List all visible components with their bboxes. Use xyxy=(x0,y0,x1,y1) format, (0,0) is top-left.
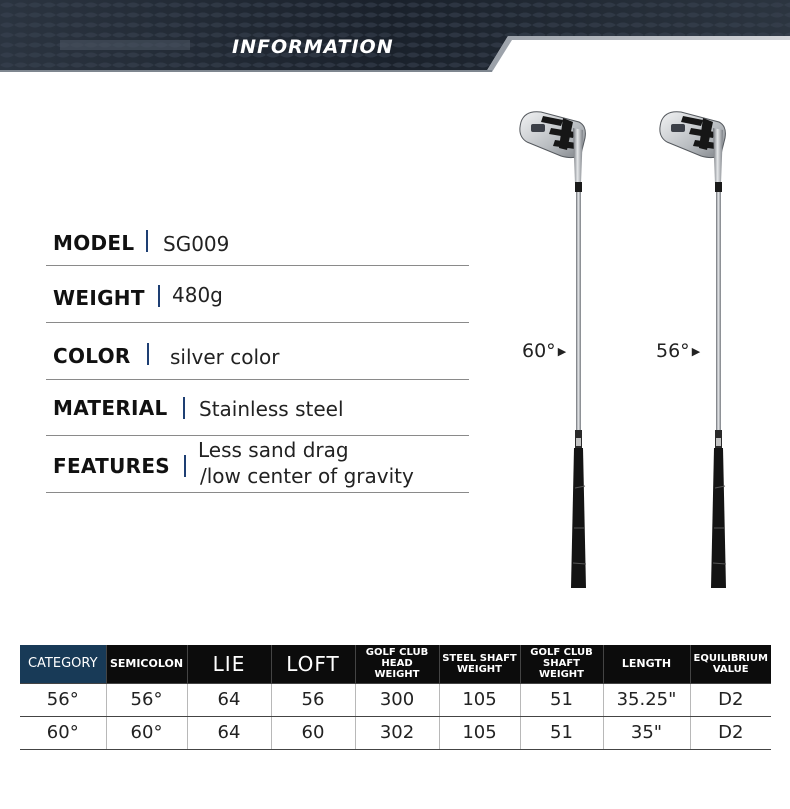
header-line: VALUE xyxy=(712,663,749,675)
spec-value-color: silver color xyxy=(170,345,280,369)
spec-label-material: MATERIAL xyxy=(53,396,168,420)
spec-value-model: SG009 xyxy=(163,232,230,256)
spec-separator xyxy=(184,455,186,477)
spec-row-features xyxy=(46,436,469,493)
club-angle-value: 56° xyxy=(656,340,690,362)
spec-separator xyxy=(183,397,185,419)
header-line: WEIGHT xyxy=(457,663,502,675)
header-banner xyxy=(0,0,790,72)
table-row xyxy=(20,683,771,716)
spec-separator xyxy=(158,285,160,307)
club-angle-label-60 xyxy=(522,340,566,362)
table-cell: 35.25" xyxy=(603,683,690,716)
header-line: SHAFT WEIGHT xyxy=(539,658,584,681)
table-cell: D2 xyxy=(690,683,771,716)
banner-background xyxy=(0,0,790,72)
spec-value-features-line1: Less sand drag xyxy=(198,438,349,462)
table-cell: 51 xyxy=(520,716,603,749)
table-cell: 60° xyxy=(106,716,187,749)
spec-row-material xyxy=(46,380,469,436)
spec-row-weight xyxy=(46,266,469,323)
header-head-weight xyxy=(355,645,439,683)
arrow-right-icon: ▶ xyxy=(557,345,567,358)
header-line: GOLF CLUB xyxy=(365,647,429,659)
table-cell: 302 xyxy=(355,716,439,749)
header-steel-shaft-weight xyxy=(439,645,520,683)
spec-label-model: MODEL xyxy=(53,231,135,255)
header-lie: LIE xyxy=(187,645,271,683)
table-cell: 56° xyxy=(20,683,106,716)
table-cell: 35" xyxy=(603,716,690,749)
spec-value-weight: 480g xyxy=(172,283,223,307)
club-angle-value: 60° xyxy=(522,340,556,362)
table-cell: D2 xyxy=(690,716,771,749)
table-header-row xyxy=(20,645,771,683)
table-cell: 51 xyxy=(520,683,603,716)
header-line: EQUILIBRIUM xyxy=(693,652,768,664)
header-shaft-weight xyxy=(520,645,603,683)
header-length: LENGTH xyxy=(603,645,690,683)
table-cell: 300 xyxy=(355,683,439,716)
table-cell: 64 xyxy=(187,683,271,716)
spec-label-color: COLOR xyxy=(53,344,131,368)
spec-label-features: FEATURES xyxy=(53,454,170,478)
spec-row-color xyxy=(46,323,469,380)
banner-title: INFORMATION xyxy=(232,36,394,58)
table-cell: 64 xyxy=(187,716,271,749)
header-semicolon: SEMICOLON xyxy=(106,645,187,683)
header-category: CATEGORY xyxy=(20,645,106,683)
spec-table xyxy=(20,645,771,750)
table-cell: 105 xyxy=(439,716,520,749)
spec-value-material: Stainless steel xyxy=(199,397,344,421)
table-row xyxy=(20,716,771,749)
spec-separator xyxy=(146,230,148,252)
header-line: HEAD WEIGHT xyxy=(374,658,420,681)
header-line: GOLF CLUB xyxy=(530,647,593,659)
header-loft: LOFT xyxy=(271,645,355,683)
spec-row-model xyxy=(46,208,469,266)
table-cell: 56° xyxy=(106,683,187,716)
table-cell: 60° xyxy=(20,716,106,749)
table-cell: 105 xyxy=(439,683,520,716)
arrow-right-icon: ▶ xyxy=(691,345,701,358)
spec-label-weight: WEIGHT xyxy=(53,286,145,310)
spec-value-features-line2: /low center of gravity xyxy=(200,464,414,488)
header-line: STEEL SHAFT xyxy=(442,652,517,664)
table-cell: 60 xyxy=(271,716,355,749)
spec-separator xyxy=(147,343,149,365)
table-cell: 56 xyxy=(271,683,355,716)
header-equilibrium xyxy=(690,645,771,683)
club-angle-label-56 xyxy=(656,340,700,362)
